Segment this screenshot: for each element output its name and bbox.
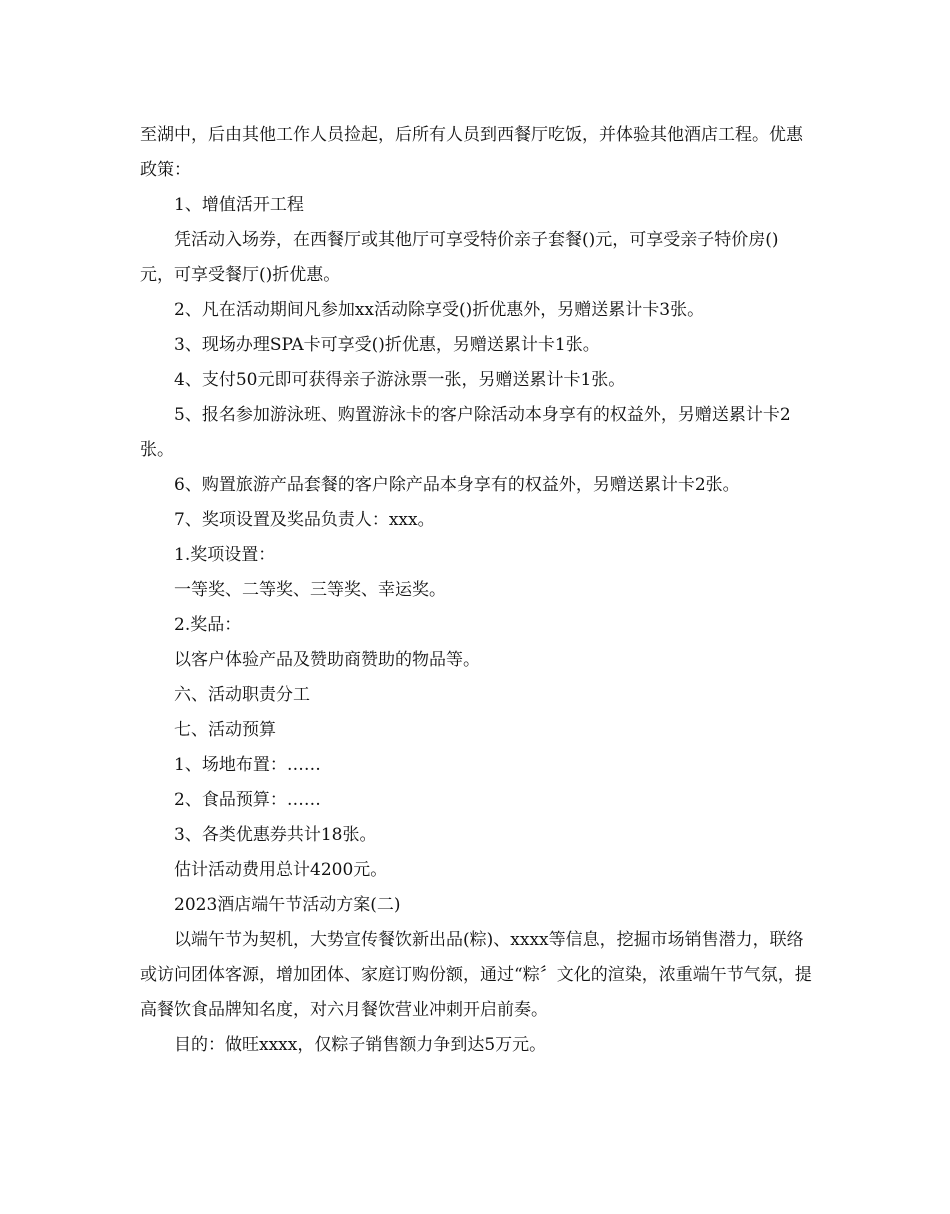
paragraph: 一等奖、二等奖、三等奖、幸运奖。	[174, 580, 446, 600]
paragraph: 3、各类优惠券共计18张。	[174, 825, 377, 845]
paragraph: 2、食品预算：……	[174, 790, 321, 810]
paragraph: 以客户体验产品及赞助商赞助的物品等。	[174, 650, 480, 670]
paragraph: 7、奖项设置及奖品负责人：xxx。	[174, 510, 435, 530]
paragraph: 至湖中，后由其他工作人员捡起，后所有人员到西餐厅吃饭，并体验其他酒店工程。优惠政策：	[140, 125, 803, 180]
paragraph: 4、支付50元即可获得亲子游泳票一张，另赠送累计卡1张。	[174, 370, 626, 390]
paragraph: 2.奖品：	[174, 615, 242, 635]
paragraph: 5、报名参加游泳班、购置游泳卡的客户除活动本身享有的权益外，另赠送累计卡2张。	[140, 405, 791, 460]
paragraph: 凭活动入场券，在西餐厅或其他厅可享受特价亲子套餐()元，可享受亲子特价房()元，可享受餐厅()折优惠。	[140, 230, 779, 285]
paragraph: 目的：做旺xxxx，仅粽子销售额力争到达5万元。	[174, 1035, 547, 1055]
paragraph: 1、增值活开工程	[174, 195, 304, 215]
paragraph: 2023酒店端午节活动方案(二)	[174, 895, 401, 915]
paragraph: 3、现场办理SPA卡可享受()折优惠，另赠送累计卡1张。	[174, 335, 600, 355]
paragraph: 1、场地布置：……	[174, 755, 321, 775]
document-body	[140, 118, 812, 1063]
paragraph: 七、活动预算	[174, 720, 276, 740]
paragraph: 6、购置旅游产品套餐的客户除产品本身享有的权益外，另赠送累计卡2张。	[174, 475, 740, 495]
paragraph: 2、凡在活动期间凡参加xx活动除享受()折优惠外，另赠送累计卡3张。	[174, 300, 705, 320]
paragraph: 六、活动职责分工	[174, 685, 310, 705]
paragraph: 估计活动费用总计4200元。	[174, 860, 388, 880]
paragraph: 以端午节为契机，大势宣传餐饮新出品(粽)、xxxx等信息，挖掘市场销售潜力，联络或访问团体客源，增加团体、家庭订购份额，通过“粽〞文化的渲染，浓重端午节气氛，提高餐饮食品牌知名度，对六月餐饮营业冲刺开启前奏。	[140, 930, 812, 1020]
paragraph: 1.奖项设置：	[174, 545, 276, 565]
